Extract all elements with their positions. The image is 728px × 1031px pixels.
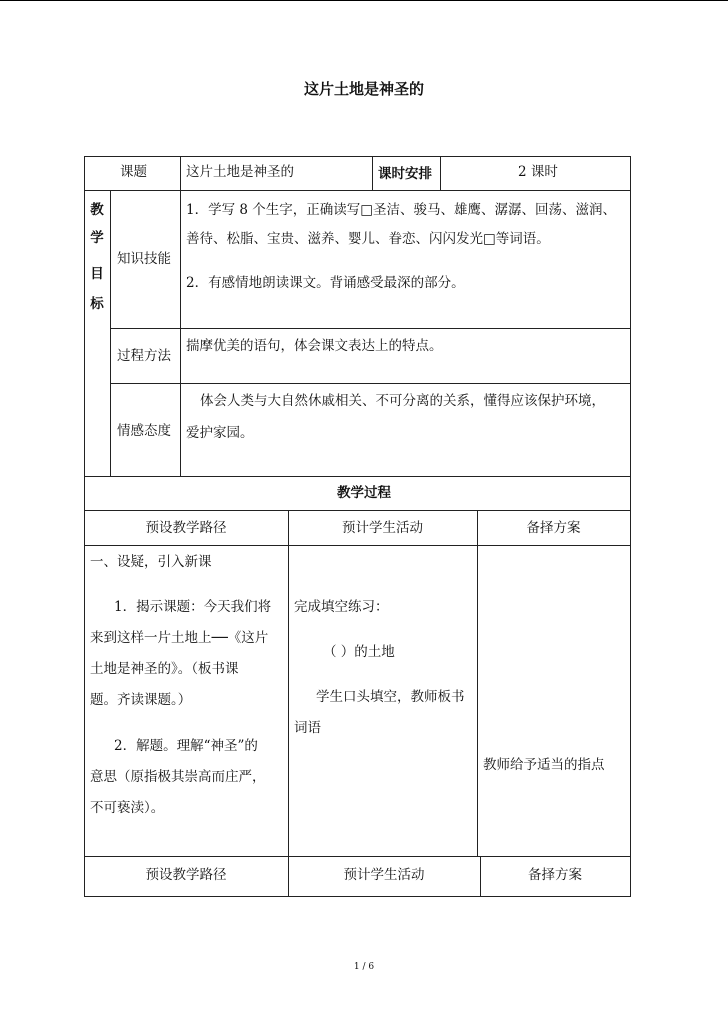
teaching-process-header: 教学过程: [337, 485, 391, 501]
page-title: 这片土地是神圣的: [303, 80, 424, 98]
path-line: 不可亵渎）。: [90, 800, 165, 816]
table-rule: [84, 476, 631, 477]
knowledge-line: 1．学写 8 个生字，正确读写□圣洁、骏马、雄鹰、潺潺、回荡、滋润、: [186, 202, 617, 218]
table-rule: [110, 328, 631, 329]
table-rule: [477, 510, 478, 857]
col-header-activity-repeat: 预计学生活动: [343, 867, 425, 883]
table-rule: [180, 190, 181, 477]
table-rule: [110, 383, 631, 384]
path-line: 来到这样一片土地上──《这片: [90, 630, 269, 646]
knowledge-line: 善待、松脂、宝贵、滋养、婴儿、眷恋、闪闪发光□等词语。: [186, 231, 550, 247]
topic-label: 课题: [120, 164, 147, 180]
table-rule: [110, 190, 111, 477]
path-line: 1．揭示课题：今天我们将: [114, 599, 272, 615]
path-line: 意思（原指极其崇高而庄严，: [90, 769, 266, 785]
table-rule: [84, 856, 631, 857]
knowledge-line: 2．有感情地朗读课文。背诵感受最深的部分。: [186, 275, 465, 291]
col-header-alternative: 备择方案: [526, 520, 581, 536]
table-border-right: [630, 156, 631, 897]
emotion-line: 体会人类与大自然休戚相关、不可分离的关系，懂得应该保护环境，: [200, 393, 605, 409]
table-rule: [180, 156, 181, 191]
alternative-text: 教师给予适当的指点: [483, 757, 605, 773]
goals-label-char: 目: [90, 266, 104, 282]
activity-line: （ ）的土地: [323, 644, 395, 660]
goals-label-char: 教: [90, 202, 104, 218]
path-line: 2．解题。理解“神圣”的: [114, 738, 258, 754]
emotion-label: 情感态度: [117, 423, 171, 439]
table-border-top: [84, 156, 631, 157]
emotion-line: 爱护家园。: [186, 425, 254, 441]
col-header-activity: 预计学生活动: [342, 520, 423, 536]
table-rule: [84, 510, 631, 511]
activity-line: 词语: [294, 720, 321, 736]
schedule-label: 课时安排: [378, 166, 432, 182]
table-rule: [84, 545, 631, 546]
table-rule: [440, 156, 441, 191]
activity-line: 完成填空练习：: [294, 599, 389, 615]
page-number: 1 / 6: [353, 962, 375, 972]
schedule-value: 2 课时: [518, 164, 558, 180]
table-rule: [288, 510, 289, 857]
page-top-rule: [0, 0, 728, 1]
path-line: 题。齐读课题。）: [90, 692, 192, 708]
topic-value: 这片土地是神圣的: [186, 164, 294, 180]
path-line: 一、设疑，引入新课: [90, 554, 212, 570]
knowledge-label: 知识技能: [117, 251, 171, 267]
table-rule: [372, 156, 373, 191]
goals-label-char: 标: [90, 296, 104, 312]
col-header-alternative-repeat: 备择方案: [528, 867, 582, 883]
path-line: 土地是神圣的》。（板书课: [90, 661, 239, 677]
col-header-path-repeat: 预设教学路径: [145, 867, 227, 883]
goals-label-char: 学: [90, 230, 104, 246]
process-text: 揣摩优美的语句，体会课文表达上的特点。: [186, 338, 443, 354]
col-header-path: 预设教学路径: [145, 520, 227, 536]
table-border-bottom: [84, 896, 631, 897]
table-rule: [84, 190, 631, 191]
process-label: 过程方法: [117, 348, 171, 364]
activity-line: 学生口头填空，教师板书: [316, 689, 465, 705]
